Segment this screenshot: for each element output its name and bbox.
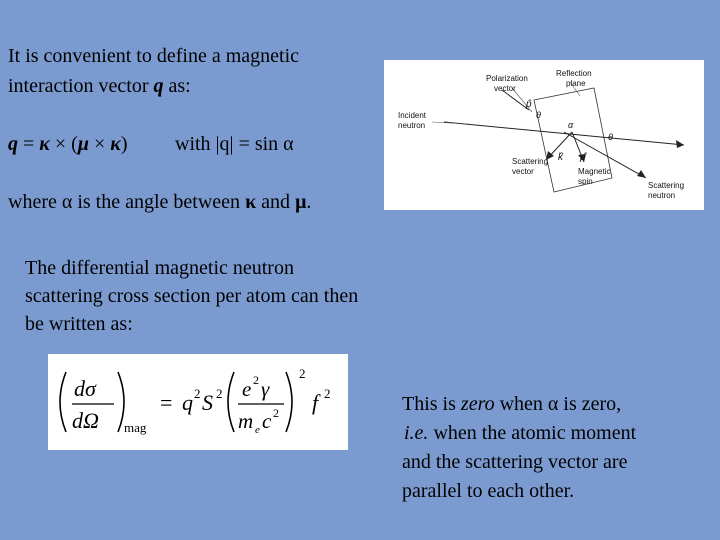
label-polarization-vector: vector [494,84,516,93]
where-prefix: where α is the angle between [8,191,246,213]
label-scattering-2: Scattering [648,181,685,190]
left-paren-open [60,372,66,432]
intro-line-2 [8,74,191,98]
label-scattering-vector: vector [512,167,534,176]
note-line-2 [404,421,636,445]
note-line-3: and the scattering vector are [402,451,628,473]
formula-e-squared: 2 [253,373,259,387]
eq-equals: = [18,133,40,155]
scattered-arrowhead [637,170,646,178]
label-k-hat: k̂ [558,152,563,163]
formula-equals: = [160,390,173,415]
formula-gamma: γ [261,377,270,401]
eq-close: ) [120,133,128,155]
eq-q: q [8,133,18,155]
formula-f: f [312,390,319,415]
reflection-plane [534,88,612,192]
formula-paren-squared: 2 [299,366,306,381]
label-incident-neutron: neutron [398,121,426,130]
label-scattering: Scattering [512,157,549,166]
eq-kappa-2: κ [110,133,121,155]
where-kappa: κ [245,191,257,213]
note-ie: i.e. [404,422,429,444]
formula-S: S [202,390,213,415]
incident-arrowhead [676,140,684,148]
label-theta-2: θ [608,132,613,142]
mag-subscript: mag [124,420,147,435]
formula-svg [48,354,348,450]
incident-beam-line [444,122,684,145]
where-mu: μ [295,191,307,213]
paragraph-line-1: The differential magnetic neutron [25,257,294,279]
label-magnetic: Magnetic [578,167,611,176]
formula-f-squared: 2 [324,386,331,401]
cross-section-formula [48,354,348,450]
eq-times-2: × [88,133,111,155]
formula-e: e [242,377,252,401]
eq-kappa-1: κ [39,133,50,155]
label-theta-1: θ [536,110,541,120]
intro-line-2-prefix: interaction vector [8,75,154,97]
label-magnetic-spin: spin [578,177,593,186]
eq-with-text: with |q| = sin α [175,133,294,155]
intro-line-2-suffix: as: [163,75,191,97]
label-plane: plane [566,79,586,88]
q-variable: q [153,75,164,97]
note-line-4: parallel to each other. [402,480,575,502]
note-prefix: This is [402,393,461,415]
label-incident: Incident [398,111,427,120]
scattering-geometry-diagram [384,60,704,210]
right-paren-close [286,372,292,432]
formula-m: m [238,409,254,433]
where-and: and [256,191,296,213]
intro-line-1: It is convenient to define a magnetic [8,45,300,67]
label-alpha: α [568,120,574,130]
formula-q: q [182,390,193,415]
diagram-svg [384,60,704,210]
label-p-hat: p̂ [526,99,532,110]
note-suffix: when α is zero, [494,393,622,415]
note-line-1 [402,392,621,416]
label-polarization: Polarization [486,74,528,83]
label-reflection: Reflection [556,69,592,78]
formula-c-squared: 2 [273,406,279,420]
formula-S-squared: 2 [216,386,223,401]
eq-times-1: × ( [49,133,78,155]
formula-q-squared: 2 [194,386,201,401]
q-definition-equation [8,132,128,156]
right-paren-open [228,372,234,432]
formula-c: c [262,409,272,433]
frac-numerator: dσ [74,376,96,401]
note-zero: zero [460,393,495,415]
polarization-arrow [502,90,529,110]
formula-m-sub-e: e [255,424,260,436]
label-mu-hat: μ̂ [580,152,586,163]
paragraph-line-2: scattering cross section per atom can then [25,285,359,307]
frac-denominator: dΩ [72,408,99,433]
eq-mu: μ [77,133,89,155]
where-period: . [306,191,312,213]
label-scattering-neutron: neutron [648,191,676,200]
where-line [8,190,311,214]
note-line-2-rest: when the atomic moment [428,422,637,444]
paragraph-line-3: be written as: [25,313,133,335]
